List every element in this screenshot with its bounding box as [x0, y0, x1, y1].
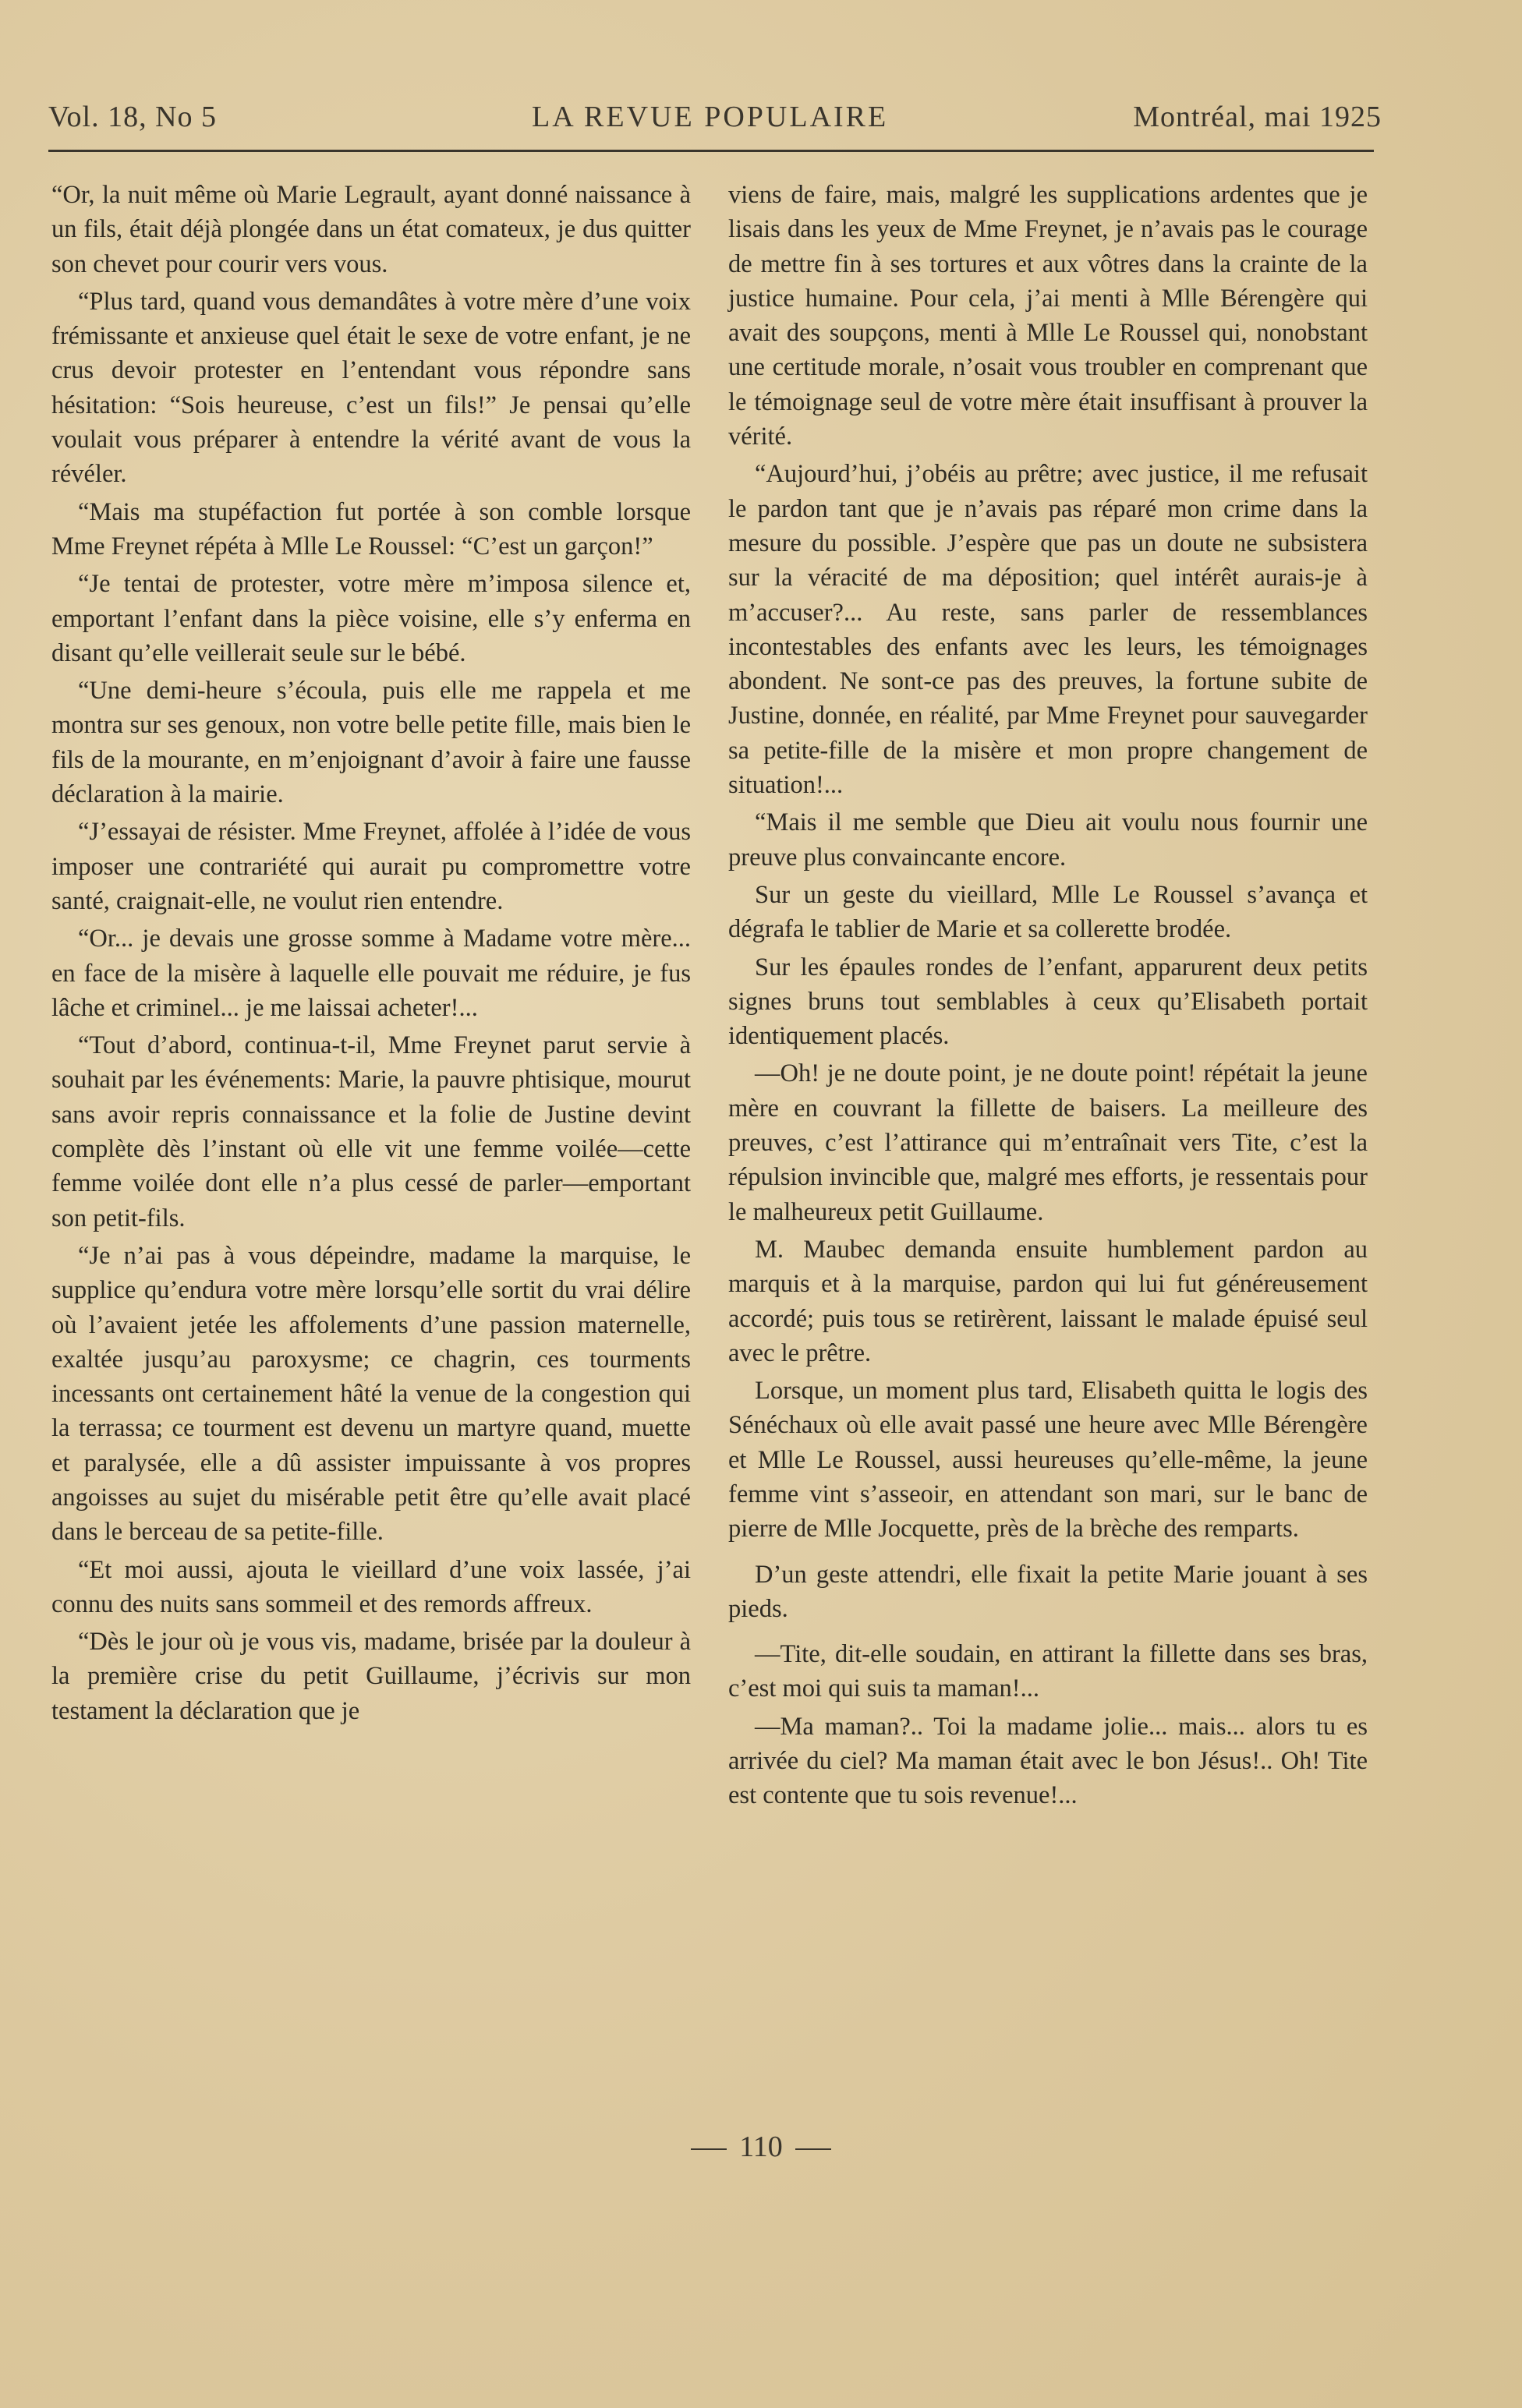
paragraph: “Tout d’abord, continua-t-il, Mme Freynet parut servie à souhait par les événements: Marie, la pauvre phtisique, mourut sans avoir repris connaissance et la folie de Justine devint complète dès l’instant où elle vit une femme voilée—cette femme voilée dont elle n’a plus cessé de parler—emportant son petit-fils.	[51, 1031, 691, 1232]
dash-left	[691, 2148, 727, 2150]
paragraph: “Une demi-heure s’écoula, puis elle me rappela et me montra sur ses genoux, non votre belle petite fille, mais bien le fils de la mourante, en m’enjoignant d’avoir à faire une fausse déclaration à la mairie.	[51, 677, 691, 809]
paragraph: —Tite, dit-elle soudain, en attirant la fillette dans ses bras, c’est moi qui suis ta maman!...	[728, 1640, 1368, 1703]
paragraph: “J’essayai de résister. Mme Freynet, affolée à l’idée de vous imposer une contrariété qui aurait pu compromettre votre santé, craignait-elle, ne voulut rien entendre.	[51, 818, 691, 915]
paragraph: “Mais il me semble que Dieu ait voulu nous fournir une preuve plus convaincante encore.	[728, 808, 1368, 872]
paragraph: “Or... je devais une grosse somme à Madame votre mère... en face de la misère à laquelle elle pouvait me réduire, je fus lâche et criminel... je me laissai acheter!...	[51, 925, 691, 1022]
paragraph: M. Maubec demanda ensuite humblement pardon au marquis et à la marquise, pardon qui lui fut généreusement accordé; puis tous se retirèrent, laissant le malade épuisé seul avec le prêtre.	[728, 1235, 1368, 1367]
paragraph: “Plus tard, quand vous demandâtes à votre mère d’une voix frémissante et anxieuse quel était le sexe de votre enfant, je ne crus devoir protester en l’entendant vous répondre sans hésitation: “Sois heureuse, c’est un fils!” Je pensai qu’elle voulait vous préparer à entendre la vérité avant de vous la révéler.	[51, 287, 691, 489]
paragraph: Lorsque, un moment plus tard, Elisabeth quitta le logis des Sénéchaux où elle avait passé une heure avec Mlle Bérengère et Mlle Le Roussel, aussi heureuses qu’elle-même, la jeune femme vint s’asseoir, en attendant son mari, sur le banc de pierre de Mlle Jocquette, près de la brèche des remparts.	[728, 1377, 1368, 1543]
page-number	[0, 2130, 1522, 2164]
paragraph: —Oh! je ne doute point, je ne doute point! répétait la jeune mère en couvrant la fillette de baisers. La meilleure des preuves, c’est l’attirance qui m’entraînait vers Tite, c’est la répulsion invincible que, malgré mes efforts, je ressentais pour le malheureux petit Guillaume.	[728, 1059, 1368, 1226]
right-column	[728, 178, 1368, 1816]
paragraph: “Aujourd’hui, j’obéis au prêtre; avec justice, il me refusait le pardon tant que je n’avais pas réparé mon crime dans la mesure du possible. J’espère que pas un doute ne subsistera sur la véracité de ma déposition; quel intérêt aurais-je à m’accuser?... Au reste, sans parler de ressemblances incontestables des enfants avec les leurs, les témoignages abondent. Ne sont-ce pas des preuves, la fortune subite de Justine, donnée, en réalité, par Mme Freynet pour sauvegarder sa petite-fille de la misère et mon propre changement de situation!...	[728, 460, 1368, 800]
volume-number: Vol. 18, No 5	[48, 101, 218, 133]
page-number-text: 110	[739, 2130, 783, 2163]
paragraph: Sur un geste du vieillard, Mlle Le Roussel s’avança et dégrafa le tablier de Marie et sa collerette brodée.	[728, 880, 1368, 944]
journal-title: LA REVUE POPULAIRE	[532, 101, 889, 133]
paragraph: “Dès le jour où je vous vis, madame, brisée par la douleur à la première crise du petit Guillaume, j’écrivis sur mon testament la déclaration que je	[51, 1628, 691, 1725]
paragraph: Sur les épaules rondes de l’enfant, apparurent deux petits signes bruns tout semblables à ceux qu’Elisabeth portait identiquement placés.	[728, 953, 1368, 1051]
paragraph: “Mais ma stupéfaction fut portée à son comble lorsque Mme Freynet répéta à Mlle Le Roussel: “C’est un garçon!”	[51, 497, 691, 560]
left-column	[51, 178, 691, 1731]
paragraph: D’un geste attendri, elle fixait la petite Marie jouant à ses pieds.	[728, 1560, 1368, 1623]
running-header	[48, 100, 1382, 139]
issue-date: Montréal, mai 1925	[1133, 101, 1382, 133]
paragraph: viens de faire, mais, malgré les supplications ardentes que je lisais dans les yeux de Mme Freynet, je n’avais pas le courage de mettre fin à ses tortures et aux vôtres dans la crainte de la justice humaine. Pour cela, j’ai menti à Mlle Bérengère qui avait des soupçons, menti à Mlle Le Roussel qui, nonobstant une certitude morale, n’osait vous troubler en comprenant que le témoignage seul de votre mère était insuffisant à prouver la vérité.	[728, 181, 1368, 451]
paragraph: “Je tentai de protester, votre mère m’imposa silence et, emportant l’enfant dans la pièce voisine, elle s’y enferma en disant qu’elle veillerait seule sur le bébé.	[51, 570, 691, 667]
paragraph: “Je n’ai pas à vous dépeindre, madame la marquise, le supplice qu’endura votre mère lorsqu’elle sortit du vrai délire où l’avaient jetée les affolements d’une passion maternelle, exaltée jusqu’au paroxysme; ce chagrin, ces tourments incessants ont certainement hâté la venue de la congestion qui la terrassa; ce tourment est devenu un martyre quand, muette et paralysée, elle a dû assister impuissante à vos propres angoisses au sujet du misérable petit être qu’elle avait placé dans le berceau de sa petite-fille.	[51, 1241, 691, 1547]
paragraph: “Et moi aussi, ajouta le vieillard d’une voix lassée, j’ai connu des nuits sans sommeil et des remords affreux.	[51, 1555, 691, 1618]
dash-right	[795, 2148, 831, 2150]
paragraph: —Ma maman?.. Toi la madame jolie... mais... alors tu es arrivée du ciel? Ma maman était avec le bon Jésus!.. Oh! Tite est contente que tu sois revenue!...	[728, 1712, 1368, 1810]
header-rule	[48, 150, 1374, 152]
paragraph: “Or, la nuit même où Marie Legrault, ayant donné naissance à un fils, était déjà plongée dans un état comateux, je dus quitter son chevet pour courir vers vous.	[51, 181, 691, 278]
